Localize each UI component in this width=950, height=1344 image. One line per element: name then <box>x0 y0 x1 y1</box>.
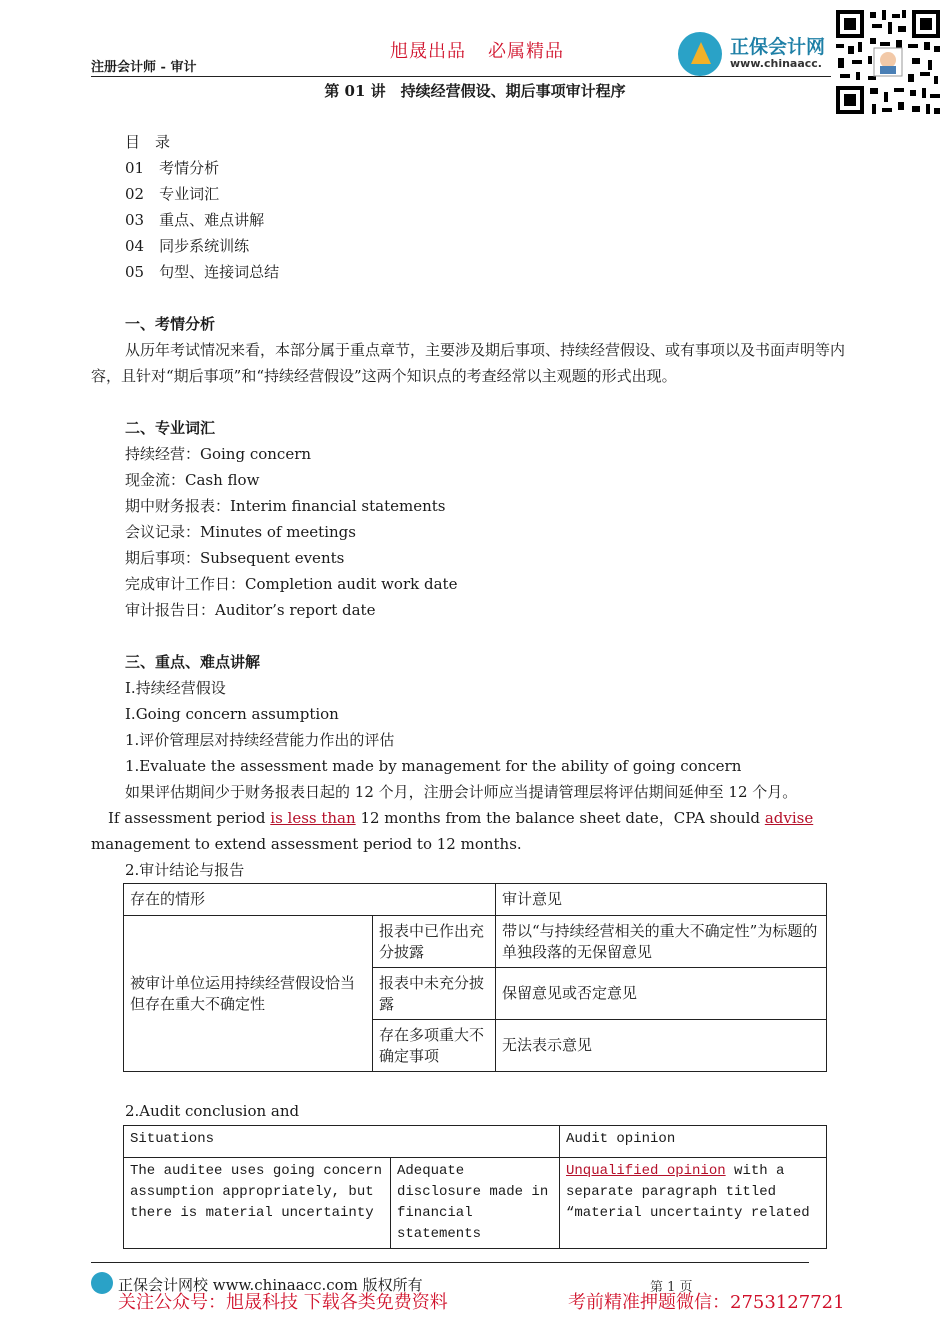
term-item: 审计报告日：Auditor’s report date <box>125 601 376 619</box>
opinion-cell: 保留意见或否定意见 <box>496 968 827 1020</box>
toc-heading: 目 录 <box>125 133 171 151</box>
para-en-text: management to extend assessment period to 12 months. <box>91 835 522 853</box>
footer-rule <box>91 1262 809 1263</box>
table-header: Situations <box>124 1126 560 1158</box>
toc-item: 03 重点、难点讲解 <box>125 211 265 229</box>
assessment-paragraph-cn: 如果评估期间少于财务报表日起的 12 个月，注册会计师应当提请管理层将评估期间延伸至 12 个月。 <box>125 783 798 801</box>
slogan-part-2: 必属精品 <box>488 41 564 62</box>
term-item: 会议记录：Minutes of meetings <box>125 523 356 541</box>
slogan <box>390 37 586 63</box>
item2-en: 2.Audit conclusion and <box>125 1102 300 1120</box>
table-header: 审计意见 <box>496 884 827 916</box>
audit-opinion-table-cn <box>123 883 827 1072</box>
item2-cn: 2.审计结论与报告 <box>125 861 245 879</box>
footer-logo-icon <box>91 1272 113 1294</box>
opinion-cell <box>560 1158 827 1249</box>
situation-cell: The auditee uses going concern assumption appropriately, but there is material uncertainty <box>124 1158 391 1249</box>
section-heading: 二、专业词汇 <box>125 419 216 437</box>
situation-cell: 被审计单位运用持续经营假设恰当但存在重大不确定性 <box>124 916 373 1072</box>
term-item: 期中财务报表：Interim financial statements <box>125 497 446 515</box>
case-cell: 报表中已作出充分披露 <box>373 916 496 968</box>
chinaacc-logo <box>678 30 828 76</box>
opinion-cell: 带以“与持续经营相关的重大不确定性”为标题的单独段落的无保留意见 <box>496 916 827 968</box>
para-en-text: 12 months from the balance sheet date，CPA should <box>355 809 765 827</box>
header-rule <box>91 76 831 77</box>
toc-item: 02 专业词汇 <box>125 185 220 203</box>
assessment-paragraph-en <box>91 805 861 857</box>
toc-item: 01 考情分析 <box>125 159 220 177</box>
logo-icon <box>678 32 722 76</box>
table-header: 存在的情形 <box>124 884 496 916</box>
term-item: 持续经营：Going concern <box>125 445 312 463</box>
toc-item: 04 同步系统训练 <box>125 237 250 255</box>
section-heading: 三、重点、难点讲解 <box>125 653 261 671</box>
logo-name: 正保会计网 <box>730 36 826 58</box>
table-header: Audit opinion <box>560 1126 827 1158</box>
opinion-text: with a separate paragraph titled “material uncertainty related <box>566 1163 810 1221</box>
item1-en: 1.Evaluate the assessment made by management for the ability of going concern <box>125 757 742 775</box>
term-item: 现金流：Cash flow <box>125 471 260 489</box>
keyword-highlight: is less than <box>270 809 356 827</box>
exam-analysis-paragraph: 从历年考试情况来看，本部分属于重点章节，主要涉及期后事项、持续经营假设、或有事项以及书面声明等内容，且针对“期后事项”和“持续经营假设”这两个知识点的考查经常以主观题的形式出现。 <box>91 341 846 385</box>
item1-cn: 1.评价管理层对持续经营能力作出的评估 <box>125 731 395 749</box>
footer-copyright: 正保会计网校 www.chinaacc.com 版权所有 <box>118 1276 423 1294</box>
term-item: 期后事项：Subsequent events <box>125 549 345 567</box>
subheading-cn: Ⅰ.持续经营假设 <box>125 679 226 697</box>
term-item: 完成审计工作日：Completion audit work date <box>125 575 458 593</box>
keyword-highlight: Unqualified opinion <box>566 1163 726 1179</box>
subheading-en: Ⅰ.Going concern assumption <box>125 705 339 723</box>
slogan-part-1: 旭晟出品 <box>390 41 466 62</box>
audit-opinion-table-en <box>123 1125 827 1249</box>
case-cell: 报表中未充分披露 <box>373 968 496 1020</box>
page-number: 第 1 页 <box>650 1280 693 1295</box>
keyword-highlight: advise <box>764 809 814 827</box>
promo-right: 考前精准押题微信：2753127721 <box>568 1292 845 1313</box>
case-cell: Adequate disclosure made in financial statements <box>391 1158 560 1249</box>
para-en-text: If assessment period <box>108 809 271 827</box>
subject-label: 注册会计师 - 审计 <box>91 60 197 75</box>
promo-left: 关注公众号：旭晟科技 下载各类免费资料 <box>118 1292 448 1313</box>
opinion-cell: 无法表示意见 <box>496 1020 827 1072</box>
section-heading: 一、考情分析 <box>125 315 216 333</box>
case-cell: 存在多项重大不确定事项 <box>373 1020 496 1072</box>
toc-item: 05 句型、连接词总结 <box>125 263 280 281</box>
document-title: 第 01 讲 持续经营假设、期后事项审计程序 <box>324 82 626 100</box>
logo-url: www.chinaacc. <box>730 57 822 70</box>
